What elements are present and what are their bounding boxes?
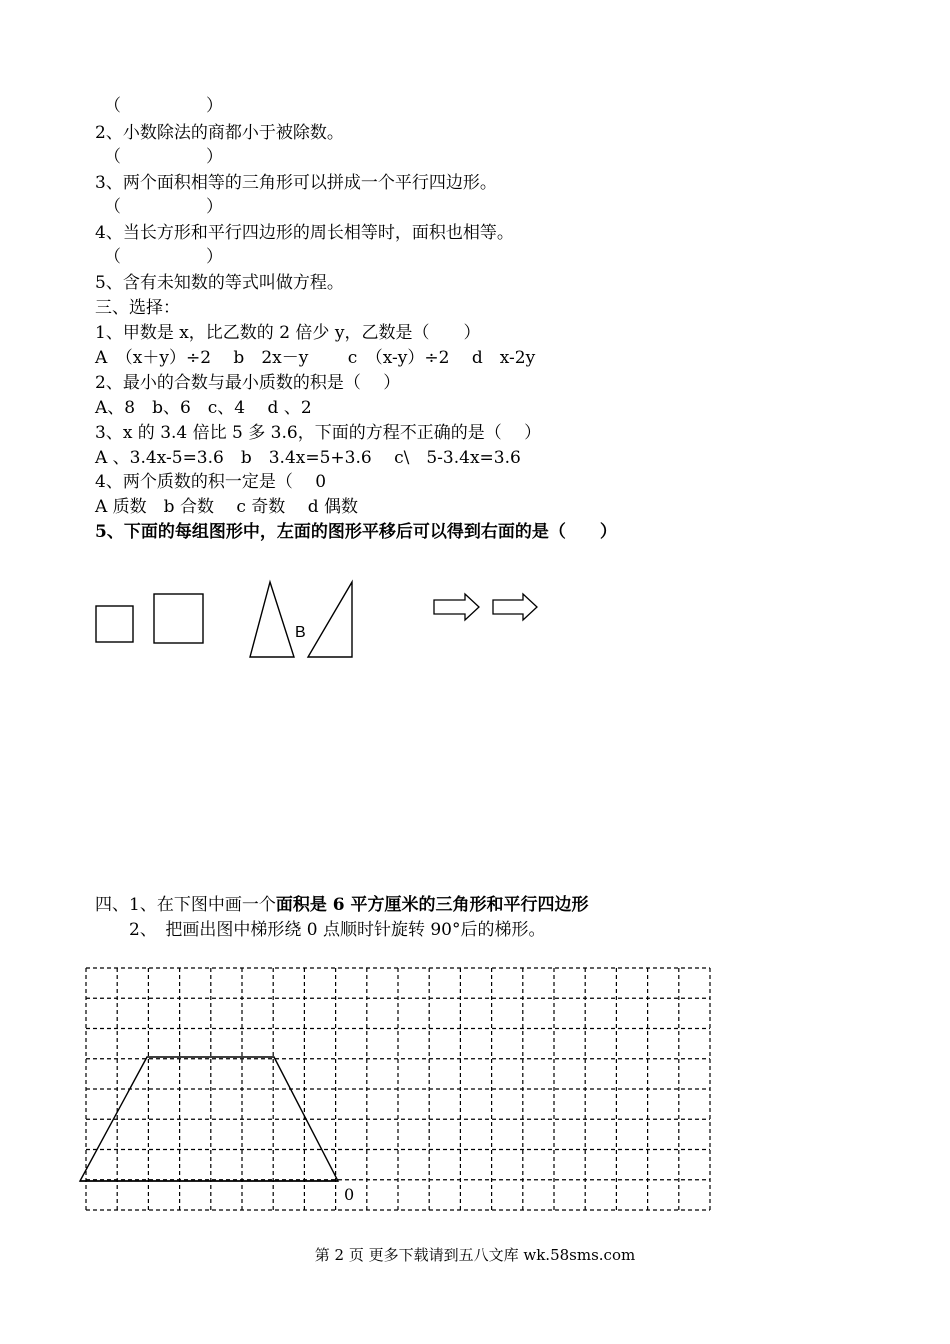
choice-q5: 5、下面的每组图形中，左面的图形平移后可以得到右面的是（ ） xyxy=(95,522,617,542)
choice-q1: 1、甲数是 x，比乙数的 2 倍少 y，乙数是（ ） xyxy=(95,323,481,343)
judge-item-2: 2、小数除法的商都小于被除数。 xyxy=(95,123,344,143)
draw-q2: 2、 把画出图中梯形绕 0 点顺时针旋转 90°后的梯形。 xyxy=(95,920,546,940)
choice-q4: 4、两个质数的积一定是（ 0 xyxy=(95,472,327,492)
answer-paren: （ ） xyxy=(104,197,223,217)
judge-item-3: 3、两个面积相等的三角形可以拼成一个平行四边形。 xyxy=(95,173,497,193)
point-o-label: 0 xyxy=(344,1185,355,1204)
answer-paren: （ ） xyxy=(104,147,223,167)
choice-q3: 3、x 的 3.4 倍比 5 多 3.6，下面的方程不正确的是（ ） xyxy=(95,423,542,443)
answer-paren: （ ） xyxy=(104,96,223,116)
answer-paren: （ ） xyxy=(104,247,223,267)
choice-q1-options: A （x＋y）÷2 b 2x－y c （x-y）÷2 d x-2y xyxy=(95,348,536,368)
choice-heading: 三、选择： xyxy=(95,298,180,318)
draw-q1-bold: 面积是 6 平方厘米的三角形和平行四边形 xyxy=(275,895,589,915)
choice-q3-options: A 、3.4x-5=3.6 b 3.4x=5+3.6 c\ 5-3.4x=3.6 xyxy=(95,448,521,468)
judge-item-5: 5、含有未知数的等式叫做方程。 xyxy=(95,273,344,293)
draw-q1-prefix: 四、1、在下图中画一个 xyxy=(95,895,276,915)
choice-q2: 2、最小的合数与最小质数的积是（ ） xyxy=(95,373,401,393)
figure-label-b: B xyxy=(295,624,306,641)
choice-q2-options: A、8 b、6 c、4 d 、2 xyxy=(95,398,312,418)
choice-q4-options: A 质数 b 合数 c 奇数 d 偶数 xyxy=(95,497,358,517)
judge-item-4: 4、当长方形和平行四边形的周长相等时，面积也相等。 xyxy=(95,223,514,243)
page-footer: 第 2 页 更多下载请到五八文库 wk.58sms.com xyxy=(314,1246,636,1264)
